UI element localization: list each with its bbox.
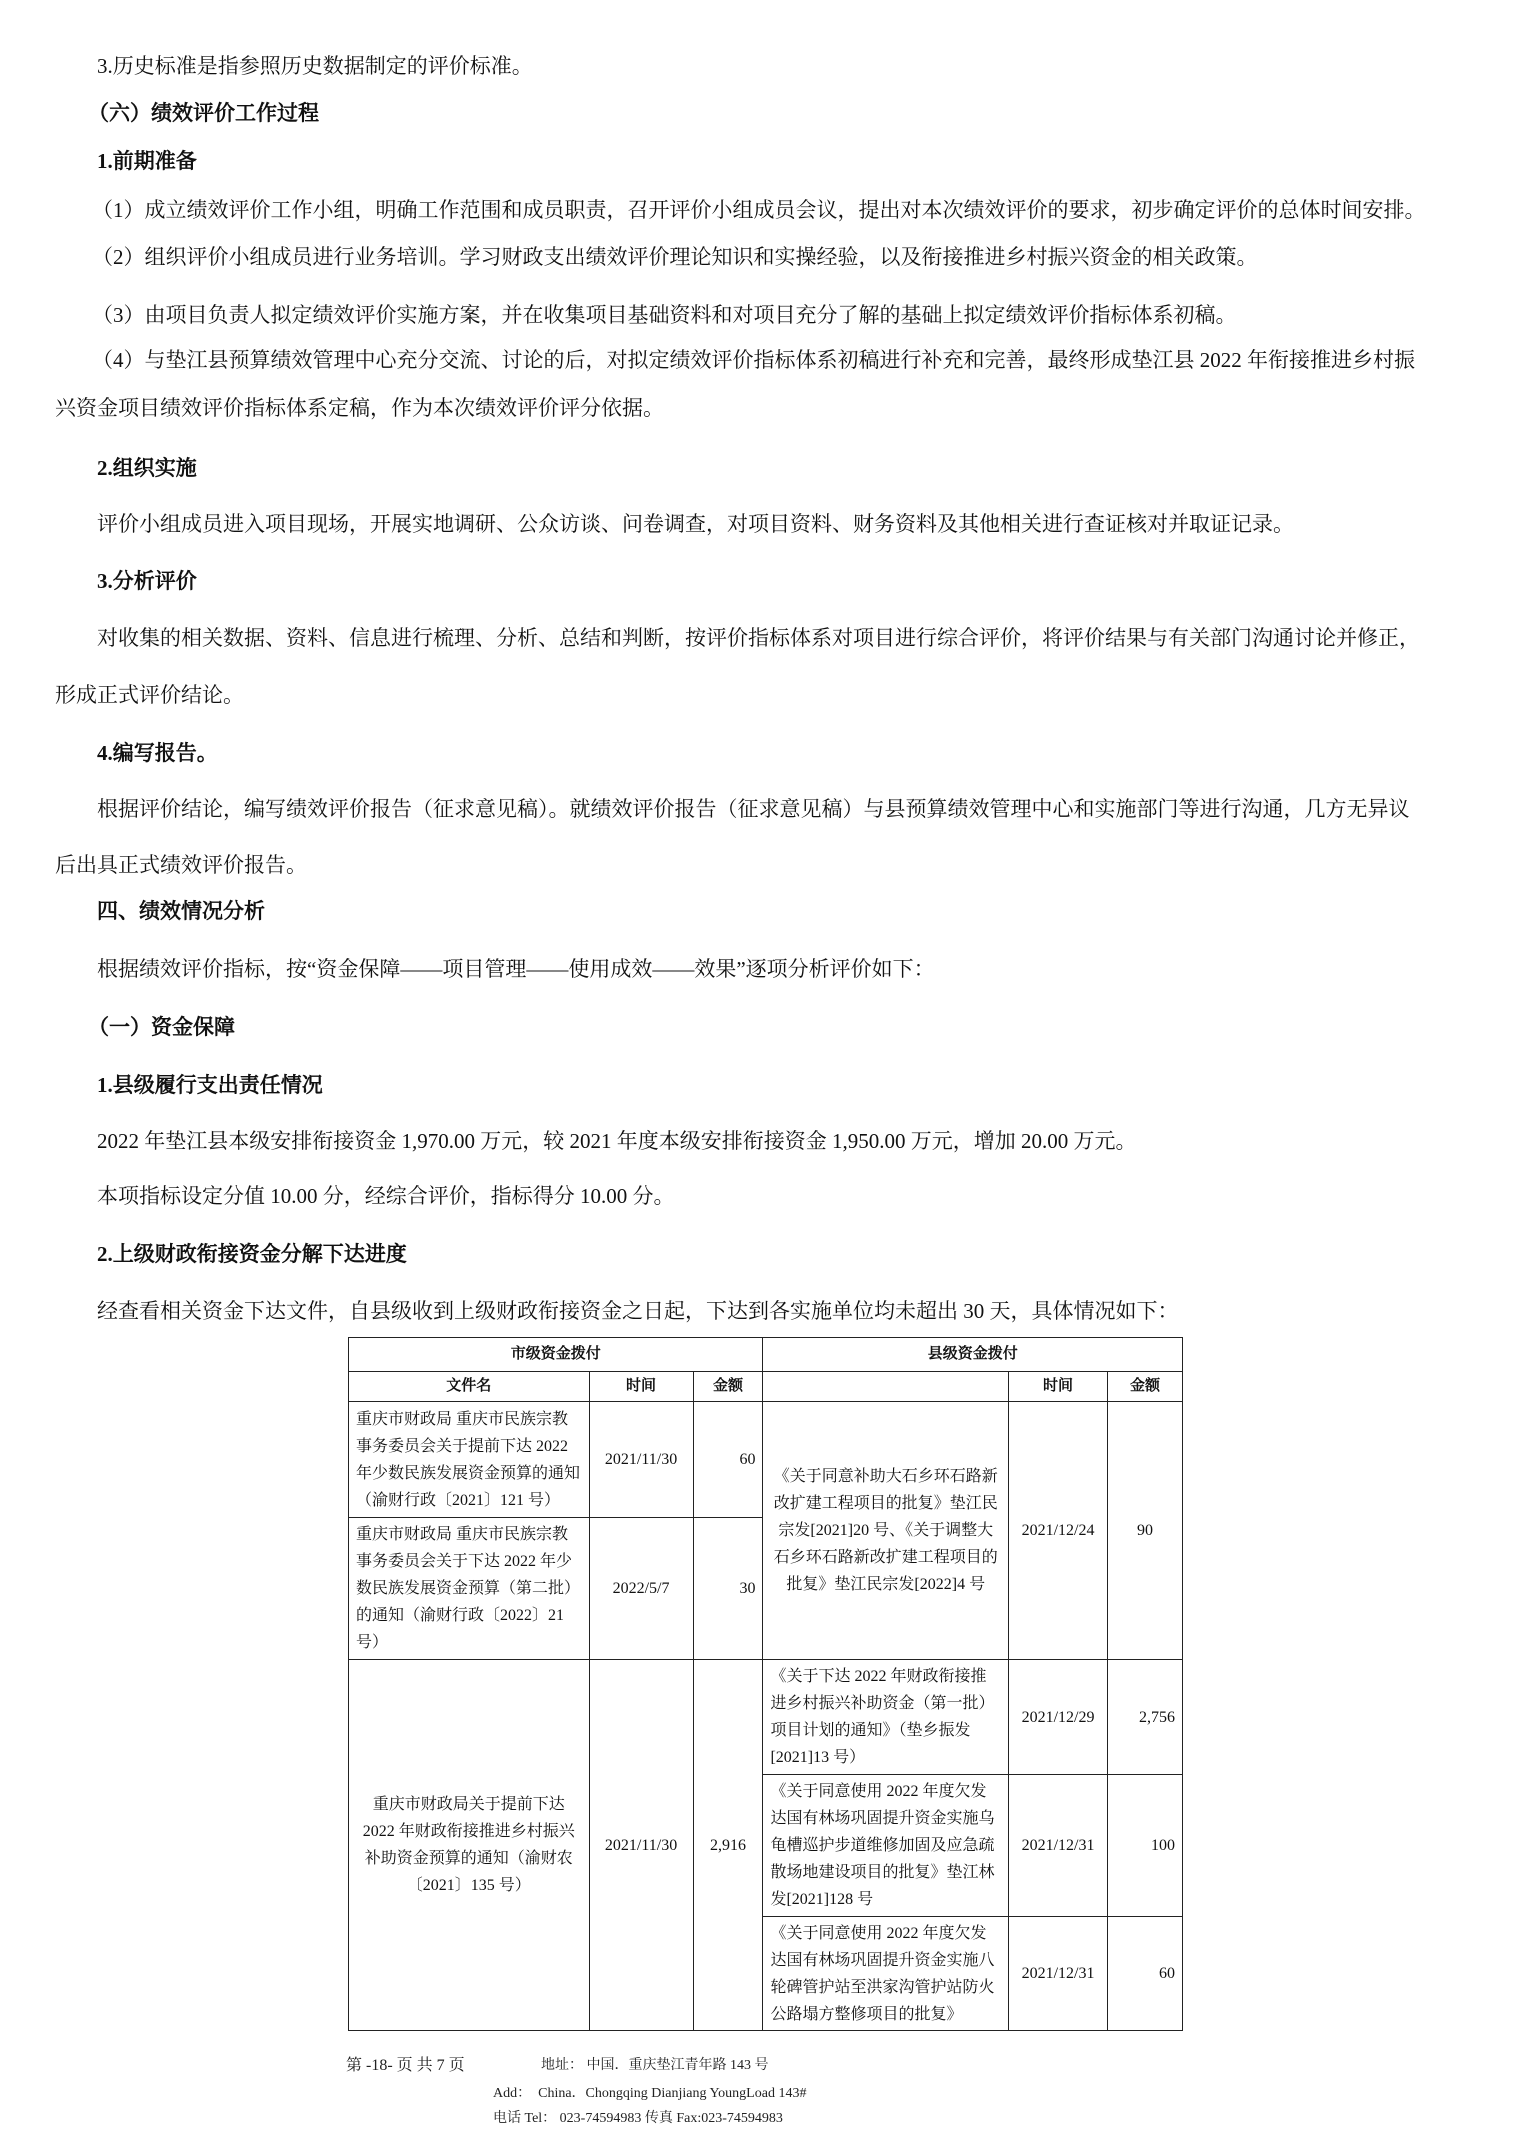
county-time-cell: 2021/12/31 — [1009, 1917, 1108, 2031]
subsection-heading: 4.编写报告。 — [97, 741, 218, 765]
county-doc-cell: 《关于同意使用 2022 年度欠发达国有林场巩固提升资金实施八轮碑管护站至洪家沟管护站防火公路塌方整修项目的批复》 — [763, 1917, 1009, 2031]
paragraph: （1）成立绩效评价工作小组，明确工作范围和成员职责，召开评价小组成员会议，提出对本次绩效评价的要求，初步确定评价的总体时间安排。 — [92, 198, 1426, 222]
paragraph: 3.历史标准是指参照历史数据制定的评价标准。 — [97, 54, 533, 78]
paragraph-continuation: 形成正式评价结论。 — [55, 683, 244, 707]
city-time-cell: 2022/5/7 — [589, 1518, 693, 1660]
table-row — [349, 1660, 1183, 1775]
page-number: 第 -18- 页 共 7 页 — [346, 2057, 465, 2074]
county-amount-cell: 2,756 — [1108, 1660, 1183, 1775]
paragraph-continuation: 兴资金项目绩效评价指标体系定稿，作为本次绩效评价评分依据。 — [55, 396, 664, 420]
funding-table — [348, 1337, 1183, 2031]
column-header-county-time: 时间 — [1009, 1372, 1108, 1402]
footer-address: 地址： 中国．重庆垫江青年路 143 号 — [541, 2058, 769, 2073]
city-amount-cell: 60 — [693, 1402, 763, 1518]
city-doc-cell: 重庆市财政局 重庆市民族宗教事务委员会关于下达 2022 年少数民族发展资金预算（第二批）的通知（渝财行政〔2022〕21 号） — [349, 1518, 590, 1660]
paragraph: 经查看相关资金下达文件，自县级收到上级财政衔接资金之日起，下达到各实施单位均未超出 30 天，具体情况如下： — [97, 1299, 1179, 1323]
county-amount-cell: 100 — [1108, 1775, 1183, 1917]
footer-contact: 电话 Tel： 023-74594983 传真 Fax:023-74594983 — [493, 2111, 783, 2126]
paragraph: （2）组织评价小组成员进行业务培训。学习财政支出绩效评价理论知识和实操经验，以及衔接推进乡村振兴资金的相关政策。 — [92, 245, 1258, 269]
county-doc-cell: 《关于下达 2022 年财政衔接推进乡村振兴补助资金（第一批）项目计划的通知》（垫乡振发[2021]13 号） — [763, 1660, 1009, 1775]
subsection-heading: 3.分析评价 — [97, 569, 197, 593]
paragraph: 评价小组成员进入项目现场，开展实地调研、公众访谈、问卷调查，对项目资料、财务资料及其他相关进行查证核对并取证记录。 — [97, 512, 1294, 536]
paragraph: （3）由项目负责人拟定绩效评价实施方案，并在收集项目基础资料和对项目充分了解的基础上拟定绩效评价指标体系初稿。 — [92, 303, 1237, 327]
table-header-row — [349, 1372, 1183, 1402]
column-header-county-doc — [763, 1372, 1009, 1402]
city-doc-cell: 重庆市财政局关于提前下达 2022 年财政衔接推进乡村振兴补助资金预算的通知（渝财农〔2021〕135 号） — [349, 1660, 590, 2031]
column-header-amount: 金额 — [693, 1372, 763, 1402]
county-amount-cell: 60 — [1108, 1917, 1183, 2031]
county-time-cell: 2021/12/24 — [1009, 1402, 1108, 1660]
paragraph: 对收集的相关数据、资料、信息进行梳理、分析、总结和判断，按评价指标体系对项目进行综合评价，将评价结果与有关部门沟通讨论并修正， — [97, 626, 1420, 650]
city-amount-cell: 30 — [693, 1518, 763, 1660]
county-doc-cell: 《关于同意使用 2022 年度欠发达国有林场巩固提升资金实施乌龟槽巡护步道维修加固及应急疏散场地建设项目的批复》垫江林发[2021]128 号 — [763, 1775, 1009, 1917]
county-time-cell: 2021/12/29 — [1009, 1660, 1108, 1775]
paragraph: 本项指标设定分值 10.00 分，经综合评价，指标得分 10.00 分。 — [97, 1184, 675, 1208]
subsection-heading: 2.组织实施 — [97, 456, 197, 480]
table-group-header-row — [349, 1338, 1183, 1372]
subsection-heading: 1.县级履行支出责任情况 — [97, 1073, 323, 1097]
city-doc-cell: 重庆市财政局 重庆市民族宗教事务委员会关于提前下达 2022 年少数民族发展资金预算的通知（渝财行政〔2021〕121 号） — [349, 1402, 590, 1518]
city-time-cell: 2021/11/30 — [589, 1660, 693, 2031]
paragraph: 2022 年垫江县本级安排衔接资金 1,970.00 万元，较 2021 年度本级安排衔接资金 1,950.00 万元，增加 20.00 万元。 — [97, 1129, 1137, 1153]
paragraph: （4）与垫江县预算绩效管理中心充分交流、讨论的后，对拟定绩效评价指标体系初稿进行补充和完善，最终形成垫江县 2022 年衔接推进乡村振 — [92, 348, 1415, 372]
section-heading: （一）资金保障 — [88, 1015, 235, 1039]
paragraph-continuation: 后出具正式绩效评价报告。 — [55, 853, 307, 877]
section-heading: （六）绩效评价工作过程 — [88, 101, 319, 125]
column-header-doc: 文件名 — [349, 1372, 590, 1402]
paragraph: 根据评价结论，编写绩效评价报告（征求意见稿）。就绩效评价报告（征求意见稿）与县预算绩效管理中心和实施部门等进行沟通，几方无异议 — [97, 797, 1410, 821]
county-amount-cell: 90 — [1108, 1402, 1183, 1660]
county-time-cell: 2021/12/31 — [1009, 1775, 1108, 1917]
subsection-heading: 1.前期准备 — [97, 149, 197, 173]
city-amount-cell: 2,916 — [693, 1660, 763, 2031]
column-header-time: 时间 — [589, 1372, 693, 1402]
column-header-county-amount: 金额 — [1108, 1372, 1183, 1402]
city-time-cell: 2021/11/30 — [589, 1402, 693, 1518]
section-heading: 四、绩效情况分析 — [97, 899, 265, 923]
county-doc-cell: 《关于同意补助大石乡环石路新改扩建工程项目的批复》垫江民宗发[2021]20 号、《关于调整大石乡环石路新改扩建工程项目的批复》垫江民宗发[2022]4 号 — [763, 1402, 1009, 1660]
group-header-city: 市级资金拨付 — [349, 1338, 763, 1372]
group-header-county: 县级资金拨付 — [763, 1338, 1183, 1372]
table-row — [349, 1402, 1183, 1518]
subsection-heading: 2.上级财政衔接资金分解下达进度 — [97, 1242, 407, 1266]
footer-address-en: Add： China．Chongqing Dianjiang YoungLoad 143# — [493, 2086, 807, 2101]
paragraph: 根据绩效评价指标，按“资金保障——项目管理——使用成效——效果”逐项分析评价如下： — [97, 957, 935, 981]
